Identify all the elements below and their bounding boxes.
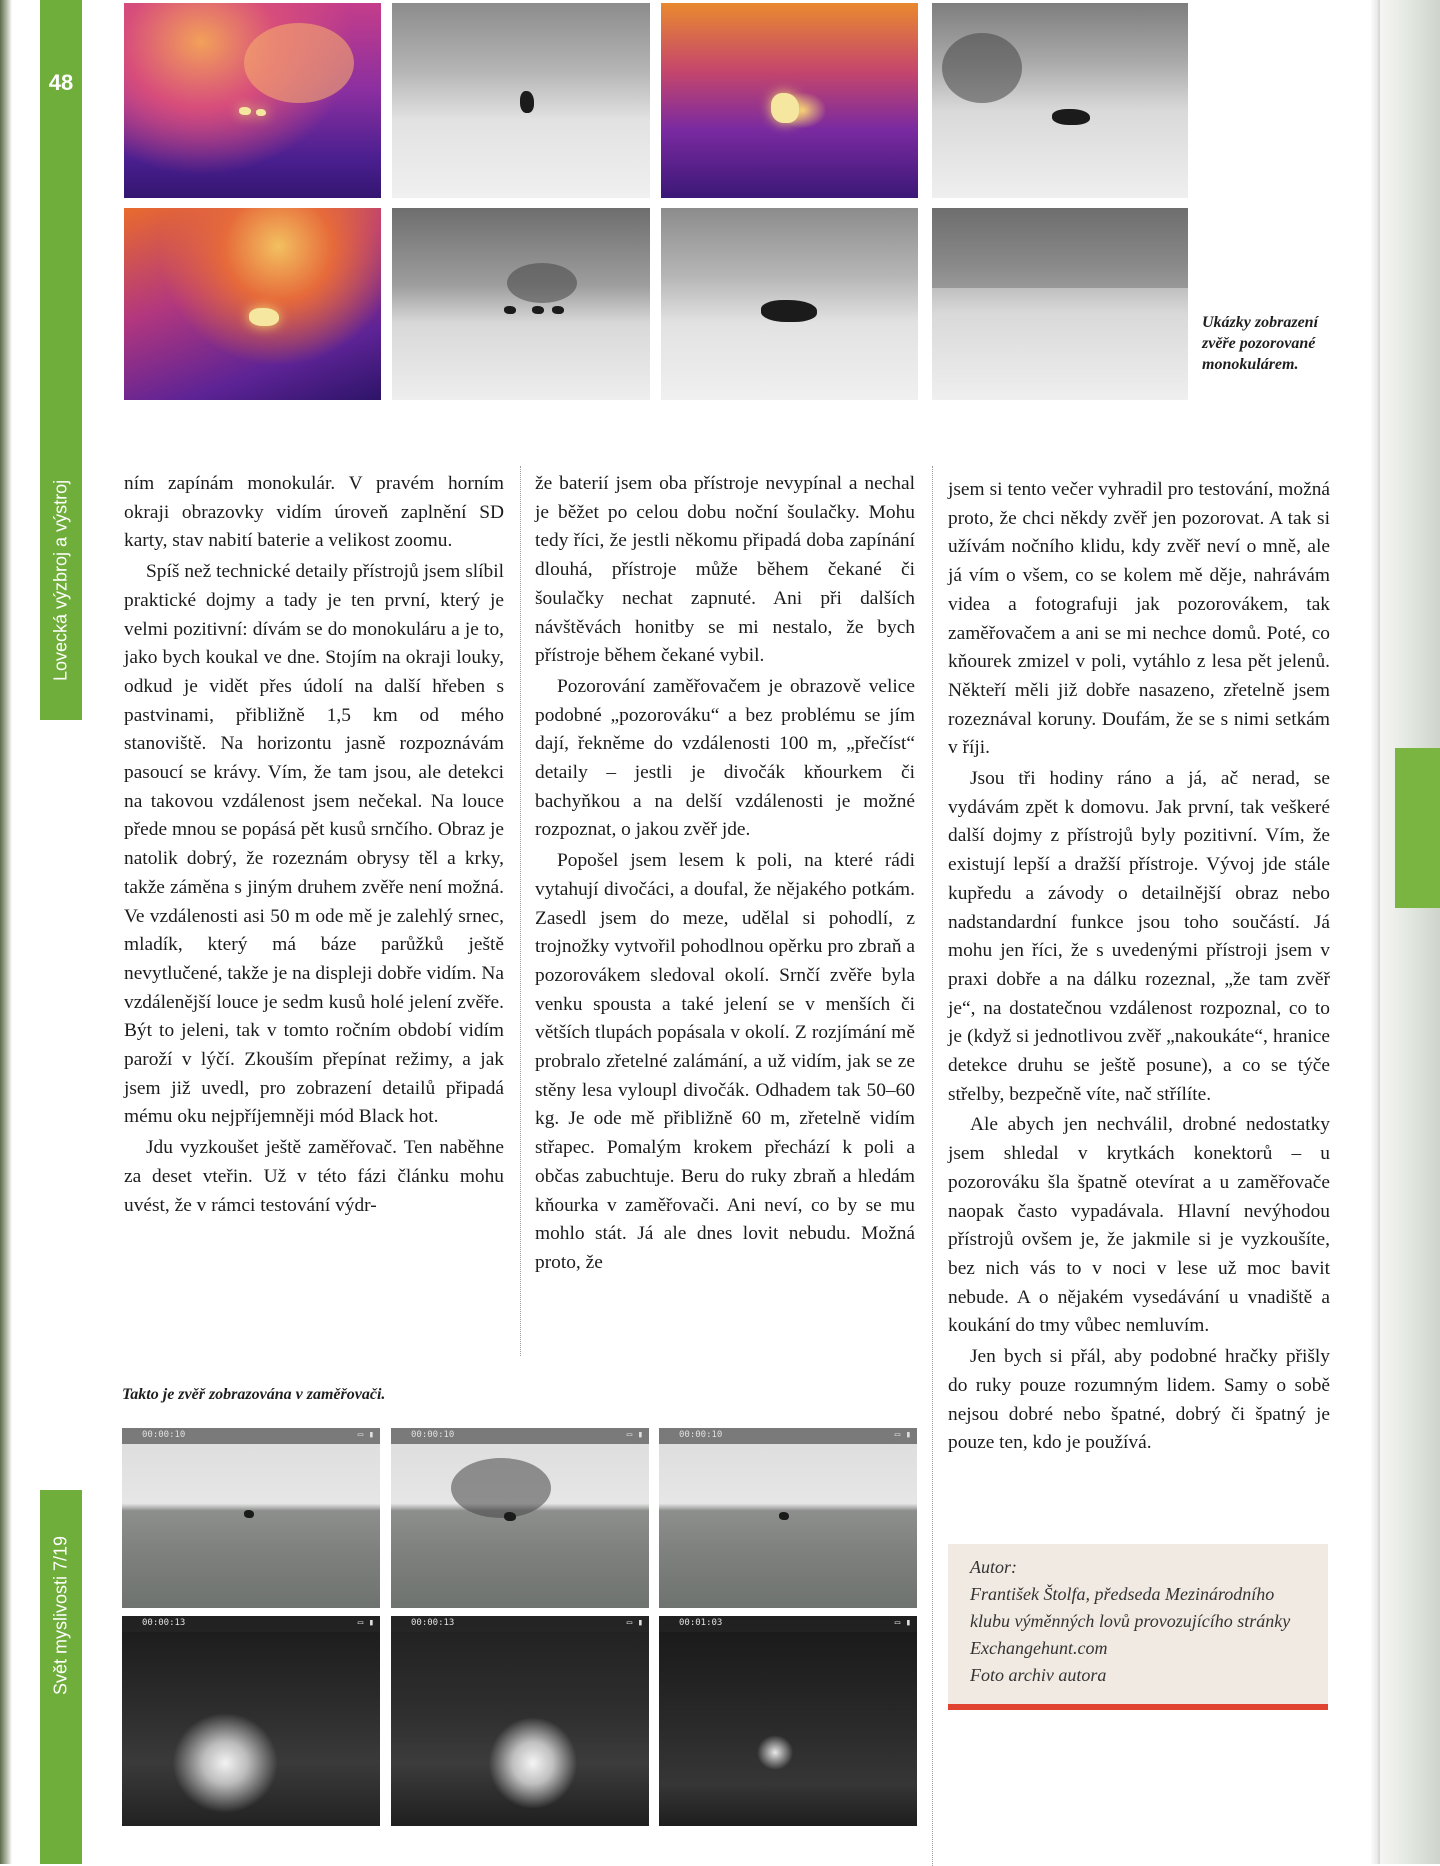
scope-photo [659, 1428, 917, 1608]
thermal-photo [124, 208, 381, 400]
scope-photo [122, 1428, 380, 1608]
article-column-3 [948, 476, 1330, 1460]
paragraph: Jsou tři hodiny ráno a já, ač nerad, se vydávám zpět k domovu. Jak první, tak veškeré další dojmy z přístrojů byly pozitivní. Vím, že existují lepší a dražší přístroje. Vývoj jde stále kupředu a závody o detailnější obraz nebo nadstandardní funkce jsou toho součástí. Já mohu jen říci, že s uvedenými přístroji jsem v praxi dobře a na dálku rozeznal, „že tam zvěř je“, na dostatečnou vzdálenost rozpoznal, co to je (když si jednotlivou zvěř „nakoukáte“, hranice detekce druhu se ještě posune), a co se týče střelby, bezpečně víte, nač střílíte. [948, 768, 1330, 1105]
thermal-photo [124, 3, 381, 198]
author-website: Exchangehunt.com [970, 1638, 1108, 1658]
scope-status-icons: ▭ ▮ [626, 1430, 643, 1440]
paragraph: Popošel jsem lesem k poli, na které rádi vytahují divočáci, a doufal, že nějakého potkám. Zasedl jsem do meze, udělal si pohodlí, z trojnožky vytvořil pohodlnou opěrku pro zbraň a pozorovákem sledoval okolí. Srnčí zvěře byla venku spousta a také jelení se v menších či větších tlupách popásala v okolí. Z rozjímání mě probralo zřetelné zalámání, a už vidím, jak se ze stěny lesa vyloupl divočák. Odhadem tak 50–60 kg. Je ode mě přibližně 60 m, zřetelně vidím střapec. Pomalým krokem přechází k poli a občas zabuchtuje. Beru do ruky zbraň a hledám kňourka v zaměřovači. Ani neví, co by se mu mohlo stát. Já ale dnes lovit nebudu. Možná proto, že [535, 850, 915, 1273]
column-divider [520, 466, 521, 1356]
page-edge-left [0, 0, 12, 1864]
scope-photo [659, 1616, 917, 1826]
paragraph: že baterií jsem oba přístroje nevypínal a nechal je běžet po celou dobu noční šoulačky. Mohu tedy říci, že jestli někomu připadá doba zapínání dlouhá, přístroje může během čekané či šoulačky nechat zapnuté. Ani při dalších návštěvách honitby se mi nestalo, že bych přístroje během čekané vybil. [535, 473, 915, 667]
scope-photo [391, 1428, 649, 1608]
scope-time: 00:00:10 [411, 1430, 455, 1440]
thermal-photo [932, 3, 1188, 198]
scope-time: 00:00:10 [142, 1430, 186, 1440]
scope-time: 00:00:10 [679, 1430, 723, 1440]
paragraph: jsem si tento večer vyhradil pro testování, možná proto, že chci někdy zvěř jen pozorovat. A tak si užívám nočního klidu, kdy zvěř neví o mně, ale já vím o všem, co se kolem mě děje, nahrávám videa a fotografuji jak pozorovákem, tak zaměřovačem a ani se mi nechce domů. Poté, co kňourek zmizel v poli, vytáhlo z lesa pět jelenů. Někteří měli již dobře nasazeno, zřetelně jsem rozeznával koruny. Doufám, že se s nimi setkám v říji. [948, 479, 1330, 759]
paragraph: ním zapínám monokulár. V pravém horním okraji obrazovky vidím úroveň zaplnění SD karty, stav nabití baterie a velikost zoomu. [124, 473, 504, 552]
photo-caption-bottom: Takto je zvěř zobrazována v zaměřovači. [122, 1386, 386, 1403]
scope-status-icons: ▭ ▮ [894, 1430, 911, 1440]
paragraph: Jen bych si přál, aby podobné hračky přišly do ruky pouze rozumným lidem. Samy o sobě nejsou dobré nebo špatné, dobrý či špatný je pouze ten, kdo je používá. [948, 1346, 1330, 1454]
thermal-photo [392, 208, 650, 400]
issue-label: Svět myslivosti 7/19 [50, 1535, 71, 1695]
column-divider [932, 466, 933, 1866]
thermal-photo [661, 3, 918, 198]
scope-time: 00:01:03 [679, 1618, 723, 1628]
author-box [948, 1544, 1328, 1710]
author-line: František Štolfa, předseda Mezinárodního [970, 1584, 1275, 1604]
scope-status-icons: ▭ ▮ [894, 1618, 911, 1628]
page-number: 48 [48, 70, 74, 95]
section-label: Lovecká výzbroj a výstroj [50, 479, 71, 681]
article-column-1 [124, 470, 504, 1222]
scope-time: 00:00:13 [411, 1618, 455, 1628]
page-gutter-shadow [1370, 0, 1380, 1864]
next-page-edge [1378, 0, 1440, 1864]
scope-photo [122, 1616, 380, 1826]
scope-time: 00:00:13 [142, 1618, 186, 1628]
scope-status-icons: ▭ ▮ [626, 1618, 643, 1628]
photo-credit: Foto archiv autora [970, 1665, 1107, 1685]
author-label: Autor: [970, 1557, 1017, 1577]
next-page-green-strip [1395, 748, 1440, 908]
paragraph: Pozorování zaměřovačem je obrazově velice podobné „pozorováku“ a bez problému se jím dají, řekněme do vzdálenosti 100 m, „přečíst“ detaily – jestli je divočák kňourkem či bachyňkou a na delší vzdálenosti je možné rozpoznat, o jakou zvěř jde. [535, 675, 915, 841]
paragraph: Spíš než technické detaily přístrojů jsem slíbil praktické dojmy a tady je ten první, který je velmi pozitivní: dívám se do monokuláru a je to, jako bych koukal ve dne. Stojím na okraji louky, odkud je vidět přes údolí na další hřeben s pastvinami, přibližně 1,5 km od mého stanoviště. Na horizontu jasně rozpoznávám pasoucí se krávy. Vím, že tam jsou, ale detekci na takovou vzdálenost jsem nečekal. Na louce přede mnou se popásá pět kusů srnčího. Obraz je natolik dobrý, že rozeznám obrysy těl a krky, takže záměna s jiným druhem zvěře není možná. Ve vzdálenosti asi 50 m ode mě je zalehlý srnec, mladík, který má báze parůžků ještě nevytlučené, takže je na displeji dobře vidím. Na vzdálenější louce je sedm kusů holé jelení zvěře. Být to jeleni, tak v tomto ročním období vidím paroží v lýčí. Zkouším přepínat režimy, a jak jsem již uvedl, pro zobrazení detailů připadá mému oku nejpříjemněji mód Black hot. [124, 561, 504, 1128]
thermal-photo [932, 208, 1188, 400]
photo-caption-top: Ukázky zobrazení zvěře pozorované monokulárem. [1202, 314, 1319, 373]
author-line: klubu výměnných lovů provozujícího stránky [970, 1611, 1291, 1631]
paragraph: Jdu vyzkoušet ještě zaměřovač. Ten naběhne za deset vteřin. Už v této fázi článku mohu uvést, že v rámci testování výdr- [124, 1137, 504, 1216]
article-column-2 [535, 470, 915, 1280]
scope-status-icons: ▭ ▮ [357, 1430, 374, 1440]
scope-status-icons: ▭ ▮ [357, 1618, 374, 1628]
paragraph: Ale abych jen nechválil, drobné nedostatky jsem shledal v krytkách konektorů – u pozorováku šla špatně otevírat a u zaměřovače naopak často vypadávala. Hlavní nevýhodou přístrojů ovšem je, že jakmile si je vyzkoušíte, bez nich vás to v noci v lese už moc bavit nebude. A o nějakém vysedávání u vnadiště a koukání do tmy vůbec nemluvím. [948, 1114, 1330, 1337]
thermal-photo [392, 3, 650, 198]
thermal-photo [661, 208, 918, 400]
scope-photo [391, 1616, 649, 1826]
